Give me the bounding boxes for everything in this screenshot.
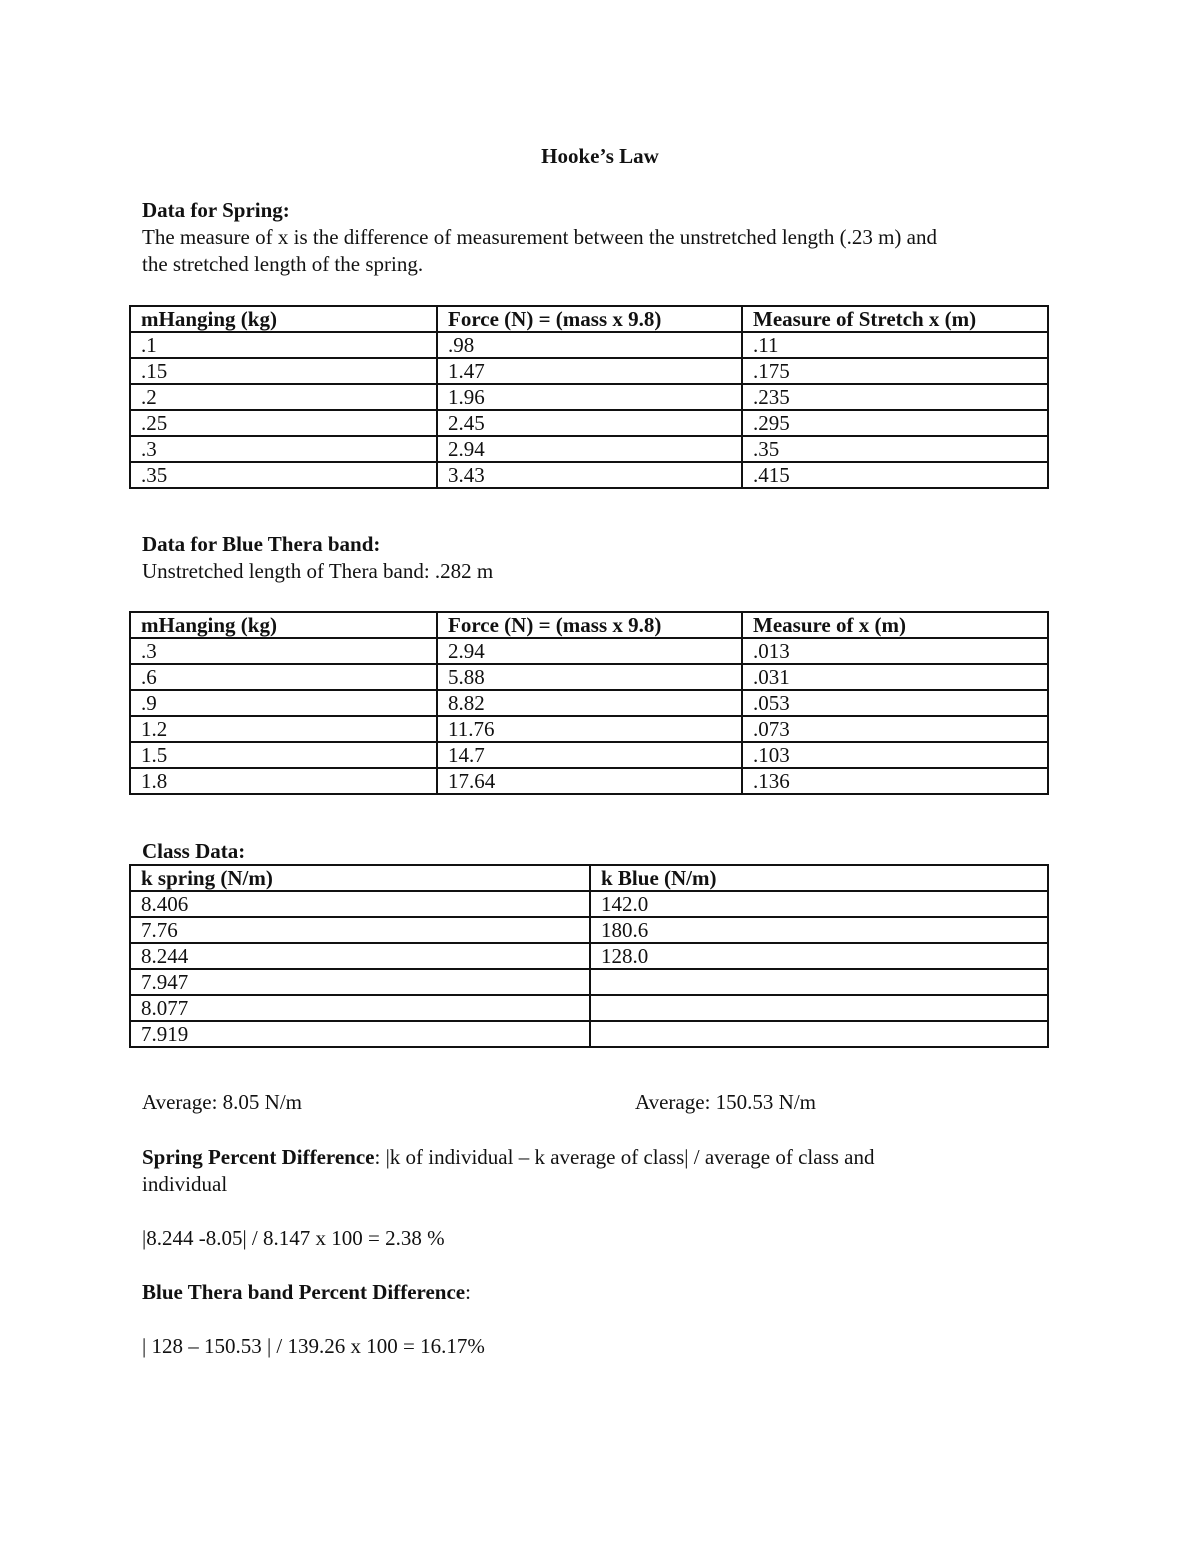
table-cell: 14.7 — [437, 742, 742, 768]
table-cell: .053 — [742, 690, 1048, 716]
table-cell: 142.0 — [590, 891, 1048, 917]
table-cell: 7.947 — [130, 969, 590, 995]
table-row — [130, 1021, 1048, 1047]
spring-percent-formula — [142, 1144, 874, 1171]
table-cell: .013 — [742, 638, 1048, 664]
table-cell: .103 — [742, 742, 1048, 768]
table-cell: 5.88 — [437, 664, 742, 690]
band-data-table — [129, 611, 1049, 795]
table-row — [130, 638, 1048, 664]
table-row — [130, 742, 1048, 768]
table-cell: .1 — [130, 332, 437, 358]
table-cell: .295 — [742, 410, 1048, 436]
table-row — [130, 664, 1048, 690]
table-cell: 8.406 — [130, 891, 590, 917]
column-header: k Blue (N/m) — [590, 865, 1048, 891]
table-cell: 8.82 — [437, 690, 742, 716]
table-cell: 7.919 — [130, 1021, 590, 1047]
blue-average: Average: 150.53 N/m — [635, 1090, 816, 1114]
table-cell: 128.0 — [590, 943, 1048, 969]
table-cell: 8.077 — [130, 995, 590, 1021]
table-cell: .031 — [742, 664, 1048, 690]
table-cell — [590, 969, 1048, 995]
table-cell: .415 — [742, 462, 1048, 488]
column-header: mHanging (kg) — [130, 306, 437, 332]
spring-data-table — [129, 305, 1049, 489]
table-row — [130, 917, 1048, 943]
table-row — [130, 943, 1048, 969]
table-cell: 1.5 — [130, 742, 437, 768]
band-percent-heading — [142, 1279, 471, 1306]
column-header: Force (N) = (mass x 9.8) — [437, 306, 742, 332]
table-row — [130, 436, 1048, 462]
table-row — [130, 332, 1048, 358]
spring-description-line2: the stretched length of the spring. — [142, 252, 424, 276]
table-cell: 3.43 — [437, 462, 742, 488]
table-cell: 2.94 — [437, 638, 742, 664]
spring-percent-formula-line2: individual — [142, 1172, 228, 1196]
band-percent-calculation: | 128 – 150.53 | / 139.26 x 100 = 16.17% — [142, 1334, 485, 1358]
table-cell: 2.94 — [437, 436, 742, 462]
table-cell: .3 — [130, 638, 437, 664]
table-row — [130, 995, 1048, 1021]
table-header-row — [130, 306, 1048, 332]
spring-percent-calculation: |8.244 -8.05| / 8.147 x 100 = 2.38 % — [142, 1226, 445, 1250]
table-cell: 7.76 — [130, 917, 590, 943]
table-row — [130, 969, 1048, 995]
table-cell — [590, 1021, 1048, 1047]
column-header: Force (N) = (mass x 9.8) — [437, 612, 742, 638]
table-cell: .6 — [130, 664, 437, 690]
column-header: k spring (N/m) — [130, 865, 590, 891]
table-row — [130, 716, 1048, 742]
table-row — [130, 891, 1048, 917]
table-cell: 8.244 — [130, 943, 590, 969]
table-cell: .073 — [742, 716, 1048, 742]
band-percent-label: Blue Thera band Percent Difference — [142, 1280, 466, 1304]
column-header: mHanging (kg) — [130, 612, 437, 638]
table-row — [130, 410, 1048, 436]
spring-description-line1: The measure of x is the difference of measurement between the unstretched length (.23 m) and — [142, 225, 937, 249]
band-description: Unstretched length of Thera band: .282 m — [142, 559, 494, 583]
table-cell: .3 — [130, 436, 437, 462]
table-cell: 1.8 — [130, 768, 437, 794]
table-cell: 17.64 — [437, 768, 742, 794]
table-cell: 180.6 — [590, 917, 1048, 943]
column-header: Measure of x (m) — [742, 612, 1048, 638]
table-row — [130, 358, 1048, 384]
table-cell: .9 — [130, 690, 437, 716]
table-cell: .25 — [130, 410, 437, 436]
table-row — [130, 462, 1048, 488]
table-cell: .235 — [742, 384, 1048, 410]
table-row — [130, 690, 1048, 716]
table-row — [130, 384, 1048, 410]
table-header-row — [130, 612, 1048, 638]
table-cell: .35 — [742, 436, 1048, 462]
page-title: Hooke’s Law — [541, 144, 659, 168]
table-cell: 1.96 — [437, 384, 742, 410]
table-cell — [590, 995, 1048, 1021]
class-data-table — [129, 864, 1049, 1048]
table-cell: .136 — [742, 768, 1048, 794]
table-row — [130, 768, 1048, 794]
table-cell: 11.76 — [437, 716, 742, 742]
table-cell: 1.2 — [130, 716, 437, 742]
table-cell: 1.47 — [437, 358, 742, 384]
table-cell: .35 — [130, 462, 437, 488]
spring-average: Average: 8.05 N/m — [142, 1090, 302, 1114]
table-cell: .2 — [130, 384, 437, 410]
table-cell: .11 — [742, 332, 1048, 358]
band-heading: Data for Blue Thera band: — [142, 532, 381, 556]
band-percent-suffix: : — [465, 1280, 471, 1304]
spring-percent-label: Spring Percent Difference — [142, 1145, 375, 1169]
column-header: Measure of Stretch x (m) — [742, 306, 1048, 332]
table-cell: .175 — [742, 358, 1048, 384]
spring-heading: Data for Spring: — [142, 198, 290, 222]
table-cell: .98 — [437, 332, 742, 358]
class-heading: Class Data: — [142, 839, 246, 863]
table-header-row — [130, 865, 1048, 891]
spring-percent-formula-text: : |k of individual – k average of class| / average of class and — [374, 1145, 875, 1169]
table-cell: .15 — [130, 358, 437, 384]
table-cell: 2.45 — [437, 410, 742, 436]
